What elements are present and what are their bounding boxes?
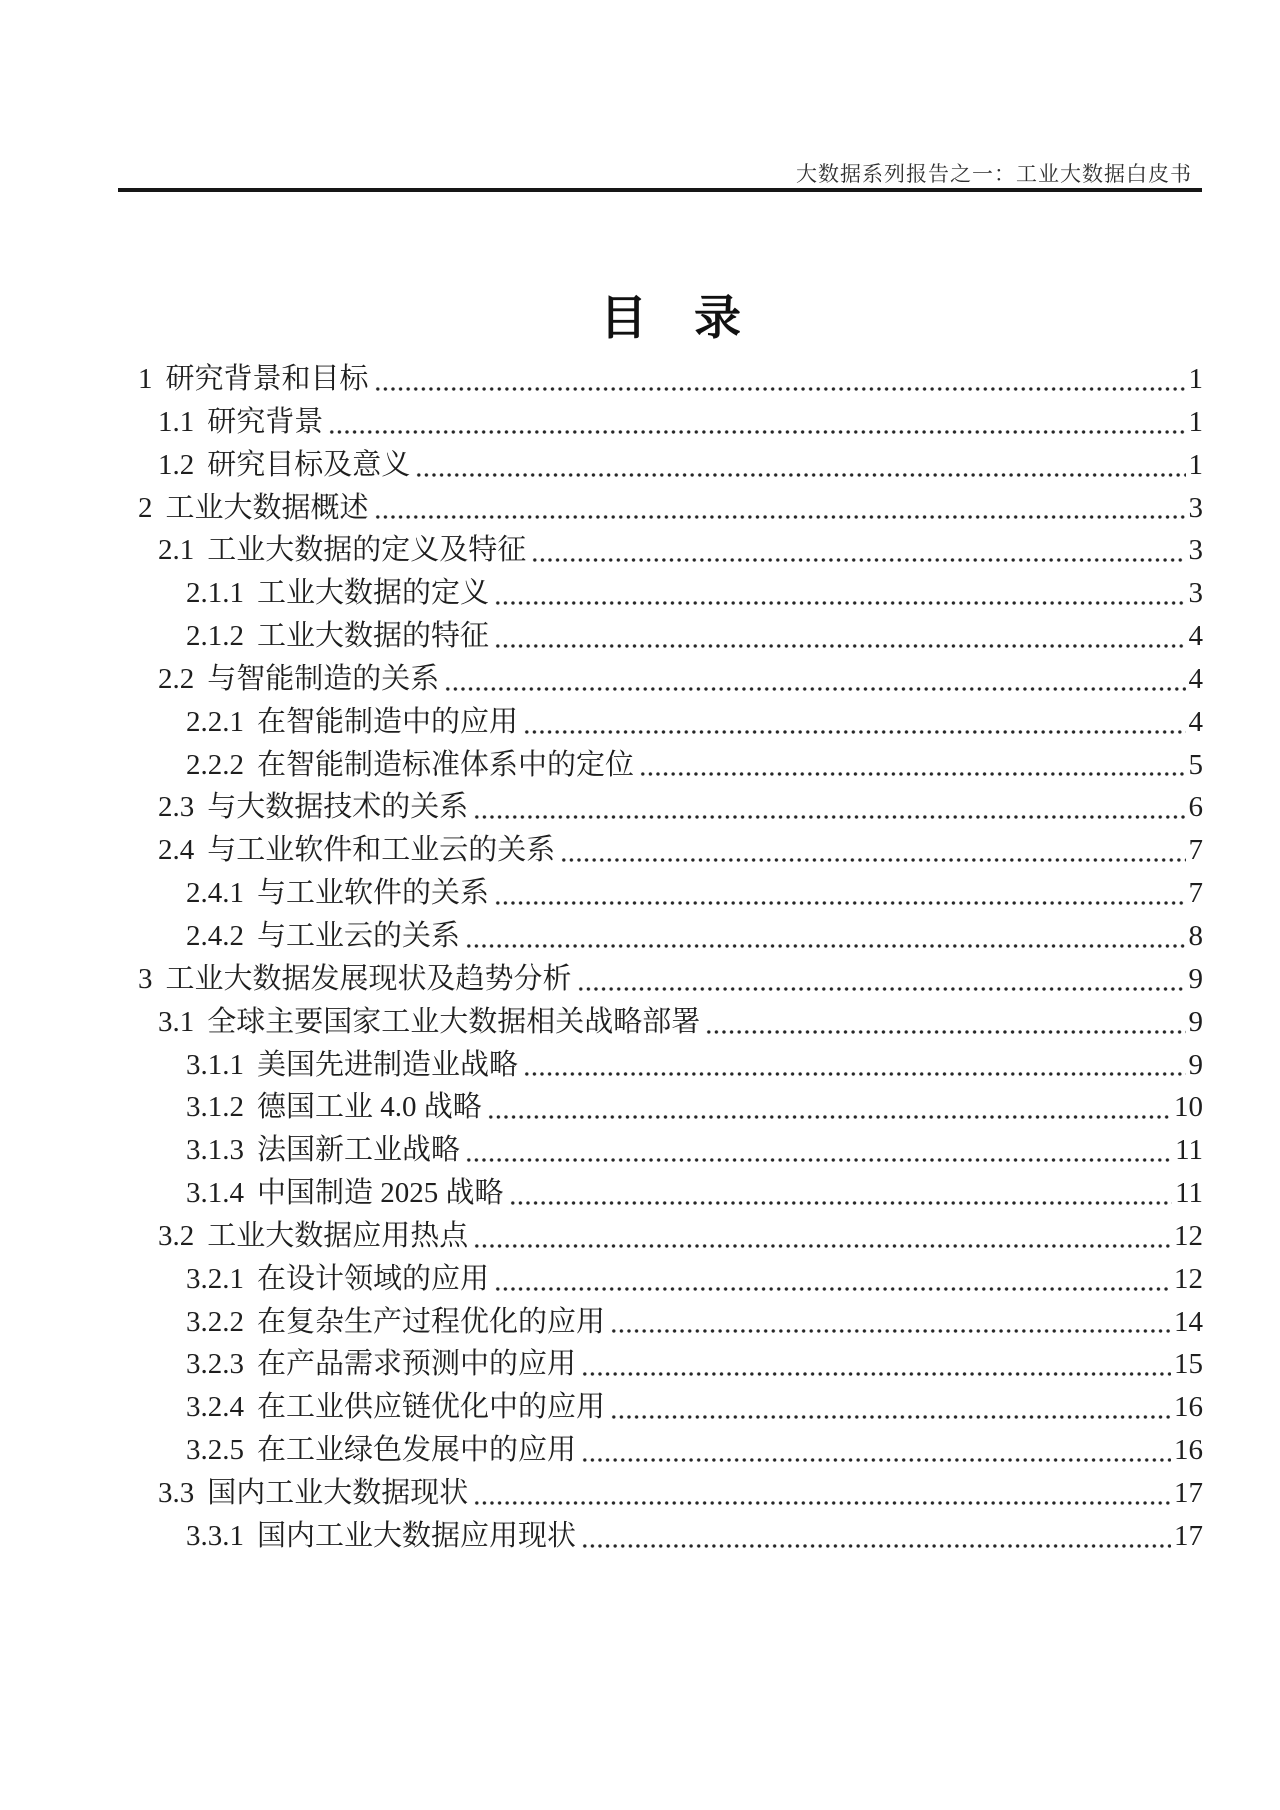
toc-entry-title: 美国先进制造业战略 (257, 1048, 519, 1081)
dot-leader (639, 744, 1185, 787)
toc-entry-number: 2.3 (158, 791, 195, 824)
toc-entry-number: 3.1.4 (186, 1177, 244, 1210)
toc-entry (138, 744, 1203, 787)
dot-leader (523, 701, 1185, 744)
toc-page-number: 6 (1188, 791, 1203, 824)
toc-entry-title: 研究背景和目标 (165, 363, 369, 395)
toc-page-number: 7 (1188, 834, 1203, 867)
dot-leader (523, 1044, 1185, 1087)
toc-page-number: 4 (1188, 620, 1203, 653)
dot-leader (494, 1258, 1171, 1301)
toc-entry-number: 2.2.1 (186, 705, 244, 738)
toc-entry-number: 2.1 (158, 534, 195, 567)
toc-entry-title: 在产品需求预测中的应用 (257, 1348, 577, 1381)
toc-page-number: 9 (1188, 1005, 1203, 1038)
toc-entry-title: 工业大数据应用热点 (207, 1219, 469, 1252)
toc-entry-title: 工业大数据的定义及特征 (207, 534, 527, 567)
header-rule (118, 188, 1202, 192)
toc-entry (138, 786, 1203, 829)
toc-entry-number: 1 (138, 363, 153, 395)
toc-entry-title: 在工业绿色发展中的应用 (257, 1434, 577, 1467)
dot-leader (581, 1343, 1171, 1386)
page-title: 目 录 (600, 291, 741, 344)
toc-page-number: 17 (1174, 1476, 1203, 1509)
dot-leader (415, 444, 1185, 487)
dot-leader (465, 915, 1185, 958)
toc-entry-title: 工业大数据发展现状及趋势分析 (165, 962, 572, 995)
toc-page-number: 12 (1174, 1262, 1203, 1295)
toc-entry (138, 829, 1203, 872)
dot-leader (473, 786, 1185, 829)
toc-entry-title: 与智能制造的关系 (207, 662, 440, 695)
toc-entry-title: 与大数据技术的关系 (207, 791, 469, 824)
toc-entry (138, 529, 1203, 572)
toc-entry (138, 1215, 1203, 1258)
toc-entry-number: 2.2 (158, 662, 195, 695)
toc-page-number: 10 (1174, 1091, 1203, 1124)
dot-leader (560, 829, 1185, 872)
toc-entry-title: 在智能制造中的应用 (257, 705, 519, 738)
toc-page-number: 1 (1188, 405, 1203, 438)
dot-leader (328, 401, 1185, 444)
toc-entry-number: 3.1 (158, 1005, 195, 1038)
toc-entry-number: 3.1.1 (186, 1048, 244, 1081)
dot-leader (494, 872, 1185, 915)
toc-entry (138, 615, 1203, 658)
toc-entry-number: 2.4.1 (186, 877, 244, 910)
toc-entry-number: 2.1.1 (186, 577, 244, 610)
toc-entry-number: 2.4.2 (186, 919, 244, 952)
toc-entry (138, 1001, 1203, 1044)
toc-entry-title: 工业大数据概述 (165, 491, 369, 524)
toc-entry-title: 法国新工业战略 (257, 1134, 461, 1167)
toc-page-number: 11 (1175, 1134, 1203, 1167)
toc-entry-title: 在设计领域的应用 (257, 1262, 490, 1295)
dot-leader (581, 1515, 1171, 1558)
toc-entry-number: 2.4 (158, 834, 195, 867)
toc-entry-number: 3.2.3 (186, 1348, 244, 1381)
toc-page-number: 12 (1174, 1219, 1203, 1252)
toc-entry-title: 全球主要国家工业大数据相关战略部署 (207, 1005, 701, 1038)
dot-leader (473, 1215, 1171, 1258)
toc-entry (138, 1129, 1203, 1172)
toc-entry (138, 1172, 1203, 1215)
dot-leader (531, 529, 1185, 572)
toc-entry (138, 487, 1203, 530)
toc-page-number: 8 (1188, 919, 1203, 952)
toc-page-number: 14 (1174, 1305, 1203, 1338)
toc-page-number: 11 (1175, 1177, 1203, 1210)
toc-entry (138, 658, 1203, 701)
toc-entry-number: 3 (138, 962, 153, 995)
toc-entry-title: 国内工业大数据现状 (207, 1476, 469, 1509)
toc-entry (138, 1515, 1203, 1558)
running-header: 大数据系列报告之一：工业大数据白皮书 (796, 162, 1192, 186)
toc-page-number: 1 (1188, 448, 1203, 481)
toc-entry-number: 3.2 (158, 1219, 195, 1252)
toc-entry-number: 2.2.2 (186, 748, 244, 781)
dot-leader (494, 572, 1185, 615)
toc-page-number: 4 (1188, 705, 1203, 738)
dot-leader (487, 1086, 1171, 1129)
toc-entry (138, 401, 1203, 444)
toc-page-number: 4 (1188, 662, 1203, 695)
toc-entry-title: 工业大数据的定义 (257, 577, 490, 610)
toc-entry-number: 2 (138, 491, 153, 524)
toc-entry (138, 1301, 1203, 1344)
toc-entry (138, 1386, 1203, 1429)
toc-page-number: 5 (1188, 748, 1203, 781)
toc-entry-title: 与工业软件和工业云的关系 (207, 834, 556, 867)
toc-page-number: 3 (1188, 577, 1203, 610)
dot-leader (577, 958, 1186, 1001)
toc-entry-number: 3.3.1 (186, 1519, 244, 1552)
toc-entry-number: 3.2.4 (186, 1391, 244, 1424)
toc-page-number: 7 (1188, 877, 1203, 910)
toc-page-number: 3 (1188, 491, 1203, 524)
toc-page-number: 17 (1174, 1519, 1203, 1552)
toc-entry-number: 3.3 (158, 1476, 195, 1509)
toc-entry (138, 872, 1203, 915)
toc-list (138, 358, 1203, 1558)
toc-entry (138, 1343, 1203, 1386)
toc-page-number: 16 (1174, 1391, 1203, 1424)
toc-entry-title: 在智能制造标准体系中的定位 (257, 748, 635, 781)
toc-page-number: 1 (1188, 363, 1203, 395)
dot-leader (509, 1172, 1173, 1215)
toc-entry-number: 2.1.2 (186, 620, 244, 653)
toc-entry-number: 3.1.2 (186, 1091, 244, 1124)
toc-entry (138, 958, 1203, 1001)
toc-entry-title: 德国工业 4.0 战略 (257, 1091, 482, 1124)
toc-entry-title: 在工业供应链优化中的应用 (257, 1391, 606, 1424)
dot-leader (705, 1001, 1185, 1044)
toc-entry-number: 1.2 (158, 448, 195, 481)
toc-entry-number: 3.2.1 (186, 1262, 244, 1295)
toc-page-number: 16 (1174, 1434, 1203, 1467)
toc-entry (138, 915, 1203, 958)
toc-entry (138, 444, 1203, 487)
toc-entry (138, 1472, 1203, 1515)
toc-entry (138, 1086, 1203, 1129)
dot-leader (610, 1386, 1171, 1429)
toc-entry-title: 研究目标及意义 (207, 448, 411, 481)
toc-page-number: 15 (1174, 1348, 1203, 1381)
toc-entry (138, 1258, 1203, 1301)
toc-entry-title: 在复杂生产过程优化的应用 (257, 1305, 606, 1338)
toc-page-number: 9 (1188, 1048, 1203, 1081)
toc-entry (138, 701, 1203, 744)
toc-entry-number: 3.2.5 (186, 1434, 244, 1467)
dot-leader (473, 1472, 1171, 1515)
toc-entry-title: 与工业云的关系 (257, 919, 461, 952)
dot-leader (494, 615, 1185, 658)
toc-page-number: 3 (1188, 534, 1203, 567)
dot-leader (465, 1129, 1172, 1172)
dot-leader (444, 658, 1185, 701)
toc-entry-number: 3.2.2 (186, 1305, 244, 1338)
toc-entry (138, 1044, 1203, 1087)
dot-leader (374, 358, 1186, 401)
toc-entry (138, 358, 1203, 401)
toc-entry-number: 3.1.3 (186, 1134, 244, 1167)
toc-entry-title: 与工业软件的关系 (257, 877, 490, 910)
dot-leader (581, 1429, 1171, 1472)
toc-page-number: 9 (1188, 962, 1203, 995)
dot-leader (374, 487, 1186, 530)
toc-entry-title: 中国制造 2025 战略 (257, 1177, 504, 1210)
toc-entry-title: 工业大数据的特征 (257, 620, 490, 653)
toc-entry (138, 572, 1203, 615)
toc-entry-title: 国内工业大数据应用现状 (257, 1519, 577, 1552)
toc-entry-number: 1.1 (158, 405, 195, 438)
dot-leader (610, 1301, 1171, 1344)
toc-entry (138, 1429, 1203, 1472)
toc-entry-title: 研究背景 (207, 405, 324, 438)
